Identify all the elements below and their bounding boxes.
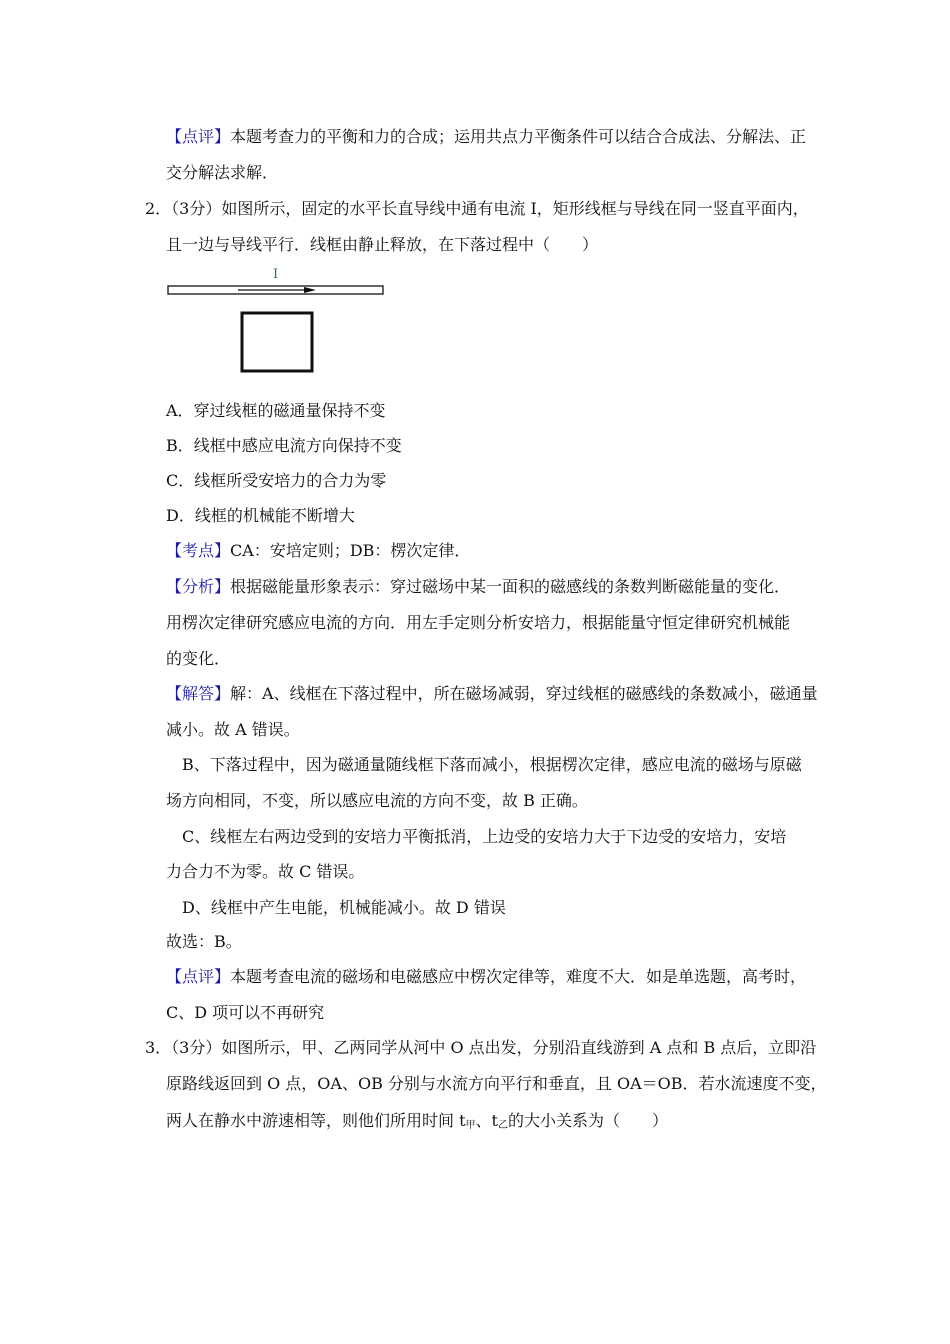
kaodian-tag: 【考点】 xyxy=(166,541,231,560)
kaodian-text: CA：安培定则；DB：楞次定律． xyxy=(230,541,471,560)
q2-option-b: B．线框中感应电流方向保持不变 xyxy=(166,436,402,455)
q2-jieda-line2: 减小。故 A 错误。 xyxy=(166,720,300,739)
q2-dianping-line1 xyxy=(166,966,806,988)
fenxi-tag: 【分析】 xyxy=(166,577,231,596)
subscript-jia: 甲 xyxy=(465,1120,476,1131)
q2-fenxi-line1 xyxy=(166,576,790,598)
q3-text-c: 的大小关系为（ ） xyxy=(507,1111,668,1130)
q2-option-a: A．穿过线框的磁通量保持不变 xyxy=(166,401,386,420)
q3-text-b: 、t xyxy=(475,1111,498,1130)
rectangular-coil xyxy=(242,313,312,371)
q2-option-c: C．线框所受安培力的合力为零 xyxy=(166,471,387,490)
q2-dianping-line2: C、D 项可以不再研究 xyxy=(166,1003,325,1022)
q1-review-line2: 交分解法求解． xyxy=(166,163,279,182)
subscript-yi: 乙 xyxy=(497,1120,508,1131)
dianping-text: 本题考查电流的磁场和电磁感应中楞次定律等，难度不大．如是单选题，高考时， xyxy=(230,967,807,986)
q2-jieda-line5: C、线框左右两边受到的安培力平衡抵消，上边受的安培力大于下边受的安培力，安培 xyxy=(182,827,787,846)
review-tag: 【点评】 xyxy=(166,127,231,146)
q2-jieda-line4: 场方向相同，不变，所以感应电流的方向不变，故 B 正确。 xyxy=(166,791,588,810)
q2-stem-line1: 2．（3分）如图所示，固定的水平长直导线中通有电流 I，矩形线框与导线在同一竖直平面内， xyxy=(145,199,809,218)
q2-jieda-line7: D、线框中产生电能，机械能减小。故 D 错误 xyxy=(182,898,506,917)
dianping-tag: 【点评】 xyxy=(166,967,231,986)
fenxi-text: 根据磁能量形象表示：穿过磁场中某一面积的磁感线的条数判断磁能量的变化． xyxy=(230,577,791,596)
q2-answer: 故选：B。 xyxy=(166,932,242,951)
current-arrow-head xyxy=(304,287,316,293)
current-label: I xyxy=(273,267,279,282)
q3-stem-line1: 3．（3分）如图所示，甲、乙两同学从河中 O 点出发，分别沿直线游到 A 点和 B 点后，立即沿 xyxy=(145,1038,817,1057)
q2-jieda-line6: 力合力不为零。故 C 错误。 xyxy=(166,862,365,881)
review-text: 本题考查力的平衡和力的合成；运用共点力平衡条件可以结合合成法、分解法、正 xyxy=(230,127,807,146)
q2-stem-line2: 且一边与导线平行．线框由静止释放，在下落过程中（ ） xyxy=(166,235,599,254)
q2-option-d: D．线框的机械能不断增大 xyxy=(166,506,355,525)
q2-fenxi-line2: 用楞次定律研究感应电流的方向．用左手定则分析安培力，根据能量守恒定律研究机械能 xyxy=(166,613,791,632)
q2-kaodian xyxy=(166,540,470,562)
q3-stem-line2: 原路线返回到 O 点，OA、OB 分别与水流方向平行和垂直，且 OA＝OB．若水流速度不变， xyxy=(166,1074,827,1093)
jieda-text: 解：A、线框在下落过程中，所在磁场减弱，穿过线框的磁感线的条数减小，磁通量 xyxy=(230,684,818,703)
q2-jieda-line3: B、下落过程中，因为磁通量随线框下落而减小，根据楞次定律，感应电流的磁场与原磁 xyxy=(182,755,802,774)
q3-text-a: 两人在静水中游速相等，则他们所用时间 t xyxy=(166,1111,466,1130)
q2-fenxi-line3: 的变化． xyxy=(166,649,231,668)
q3-stem-line3 xyxy=(166,1110,668,1137)
jieda-tag: 【解答】 xyxy=(166,684,231,703)
q2-jieda-line1 xyxy=(166,683,818,705)
